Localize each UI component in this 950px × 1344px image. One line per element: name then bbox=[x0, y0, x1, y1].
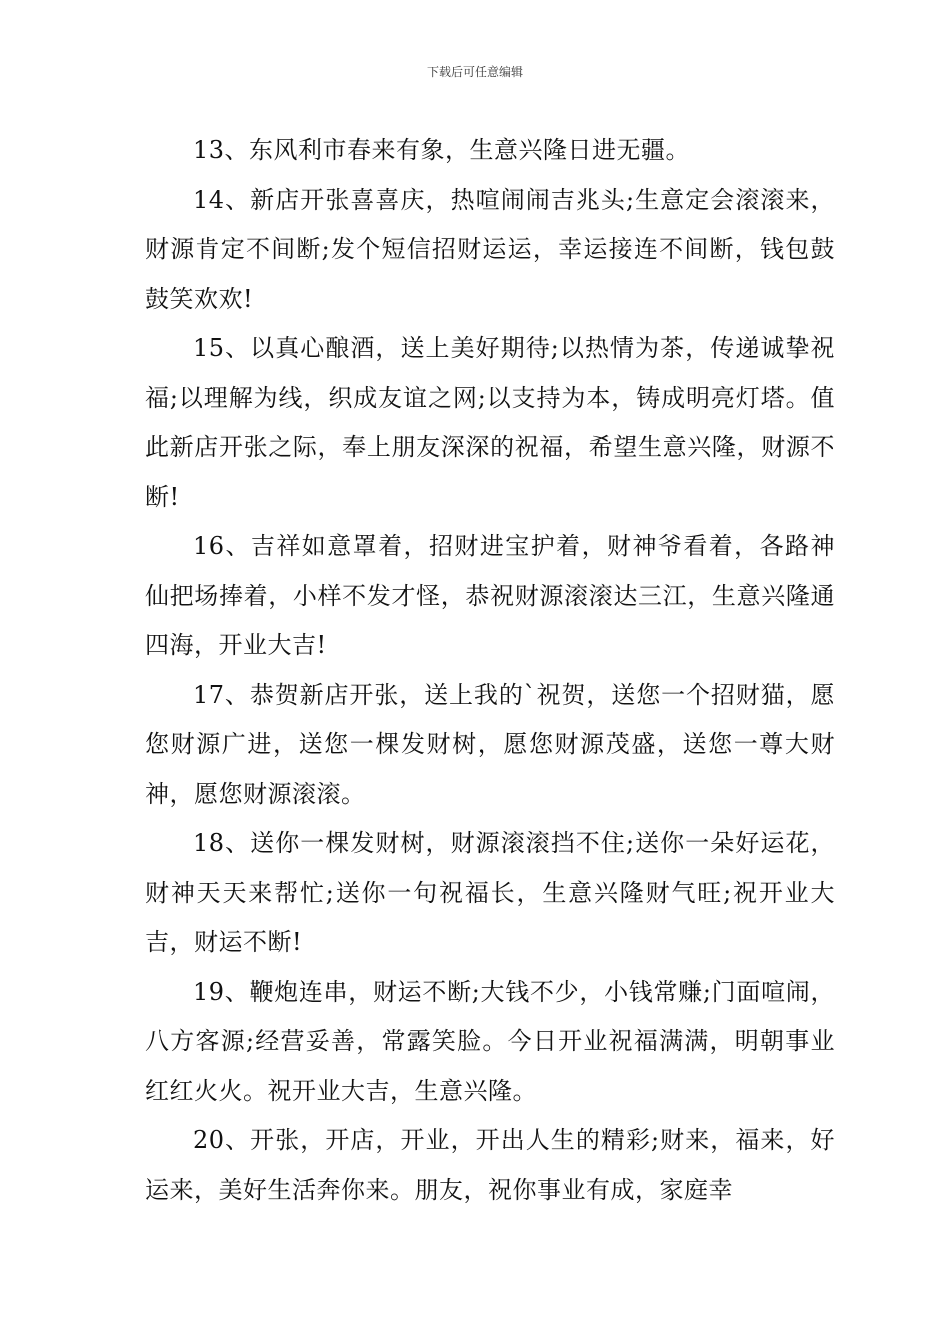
paragraph-18: 18、送你一棵发财树，财源滚滚挡不住;送你一朵好运花，财神天天来帮忙;送你一句祝福长，生意兴隆财气旺;祝开业大吉，财运不断! bbox=[145, 829, 835, 956]
paragraph-13: 13、东风利市春来有象，生意兴隆日进无疆。 bbox=[193, 136, 691, 164]
paragraph-15: 15、以真心酿酒，送上美好期待;以热情为茶，传递诚挚祝福;以理解为线，织成友谊之网;以支持为本，铸成明亮灯塔。值此新店开张之际，奉上朋友深深的祝福，希望生意兴隆，财源不断! bbox=[145, 334, 835, 511]
page-header: 下载后可任意编辑 bbox=[426, 65, 523, 79]
paragraph-20: 20、开张，开店，开业，开出人生的精彩;财来，福来，好运来，美好生活奔你来。朋友，祝你事业有成，家庭幸 bbox=[145, 1126, 835, 1204]
paragraph-17: 17、恭贺新店开张，送上我的`祝贺，送您一个招财猫，愿您财源广进，送您一棵发财树，愿您财源茂盛，送您一尊大财神，愿您财源滚滚。 bbox=[145, 680, 835, 808]
paragraph-16: 16、吉祥如意罩着，招财进宝护着，财神爷看着，各路神仙把场捧着，小样不发才怪，恭祝财源滚滚达三江，生意兴隆通四海，开业大吉! bbox=[145, 532, 835, 659]
paragraph-14: 14、新店开张喜喜庆，热喧闹闹吉兆头;生意定会滚滚来，财源肯定不间断;发个短信招财运运，幸运接连不间断，钱包鼓鼓笑欢欢! bbox=[145, 185, 835, 313]
document-body bbox=[145, 126, 835, 1215]
paragraph-19: 19、鞭炮连串，财运不断;大钱不少，小钱常赚;门面喧闹，八方客源;经营妥善，常露笑脸。今日开业祝福满满，明朝事业红红火火。祝开业大吉，生意兴隆。 bbox=[145, 977, 835, 1105]
